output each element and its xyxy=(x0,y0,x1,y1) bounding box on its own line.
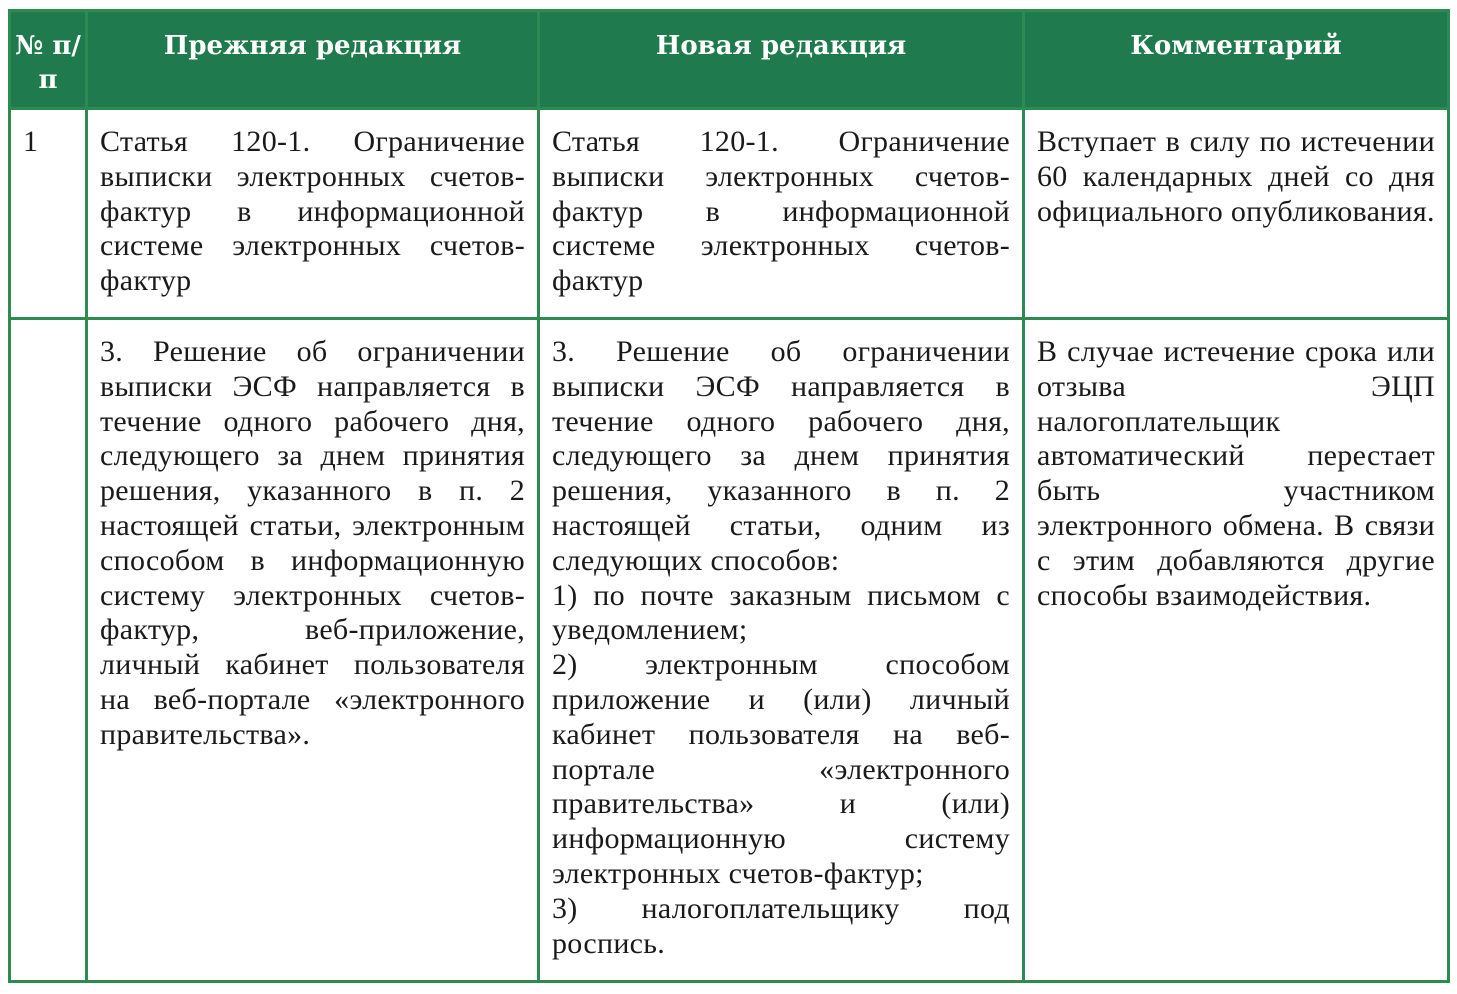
comparison-table xyxy=(8,9,1450,983)
comment-cell: Вступает в силу по истечении 60 календарных дней со дня официального опубликования. xyxy=(1024,109,1449,319)
new-edition-cell: Статья 120-1. Ограничение выписки электронных счетов-фактур в информационной системе электронных счетов-фактур xyxy=(539,109,1024,319)
header-number: № п/п xyxy=(10,11,87,109)
comment-cell: В случае истечение срока или отзыва ЭЦП налогоплательщик автоматический перестает быть участником электронного обмена. В связи с этим добавляются другие способы взаимодействия. xyxy=(1024,319,1449,982)
header-comment: Комментарий xyxy=(1024,11,1449,109)
old-edition-cell: Статья 120-1. Ограничение выписки электронных счетов-фактур в информационной системе электронных счетов-фактур xyxy=(87,109,539,319)
table-row xyxy=(10,319,1449,982)
row-number xyxy=(10,319,87,982)
header-old-edition: Прежняя редакция xyxy=(87,11,539,109)
table-row xyxy=(10,109,1449,319)
old-edition-cell: 3. Решение об ограничении выписки ЭСФ направляется в течение одного рабочего дня, следующего за днем принятия решения, указанного в п. 2 настоящей статьи, электронным способом в информационную систему электронных счетов-фактур, веб-приложение, личный кабинет пользователя на веб-портале «электронного правительства». xyxy=(87,319,539,982)
new-edition-paragraph: 1) по почте заказным письмом с уведомлением; xyxy=(552,578,1010,647)
new-edition-paragraph: 3) налогоплательщику под роспись. xyxy=(552,891,1010,960)
table-header-row xyxy=(10,11,1449,109)
new-edition-paragraph: 3. Решение об ограничении выписки ЭСФ направляется в течение одного рабочего дня, следующего за днем принятия решения, указанного в п. 2 настоящей статьи, одним из следующих способов: xyxy=(552,335,1010,577)
new-edition-cell xyxy=(539,319,1024,982)
header-new-edition: Новая редакция xyxy=(539,11,1024,109)
row-number: 1 xyxy=(10,109,87,319)
new-edition-paragraph: 2) электронным способом приложение и (или) личный кабинет пользователя на веб-портале «электронного правительства» и (или) информационную систему электронных счетов-фактур; xyxy=(552,648,1010,890)
